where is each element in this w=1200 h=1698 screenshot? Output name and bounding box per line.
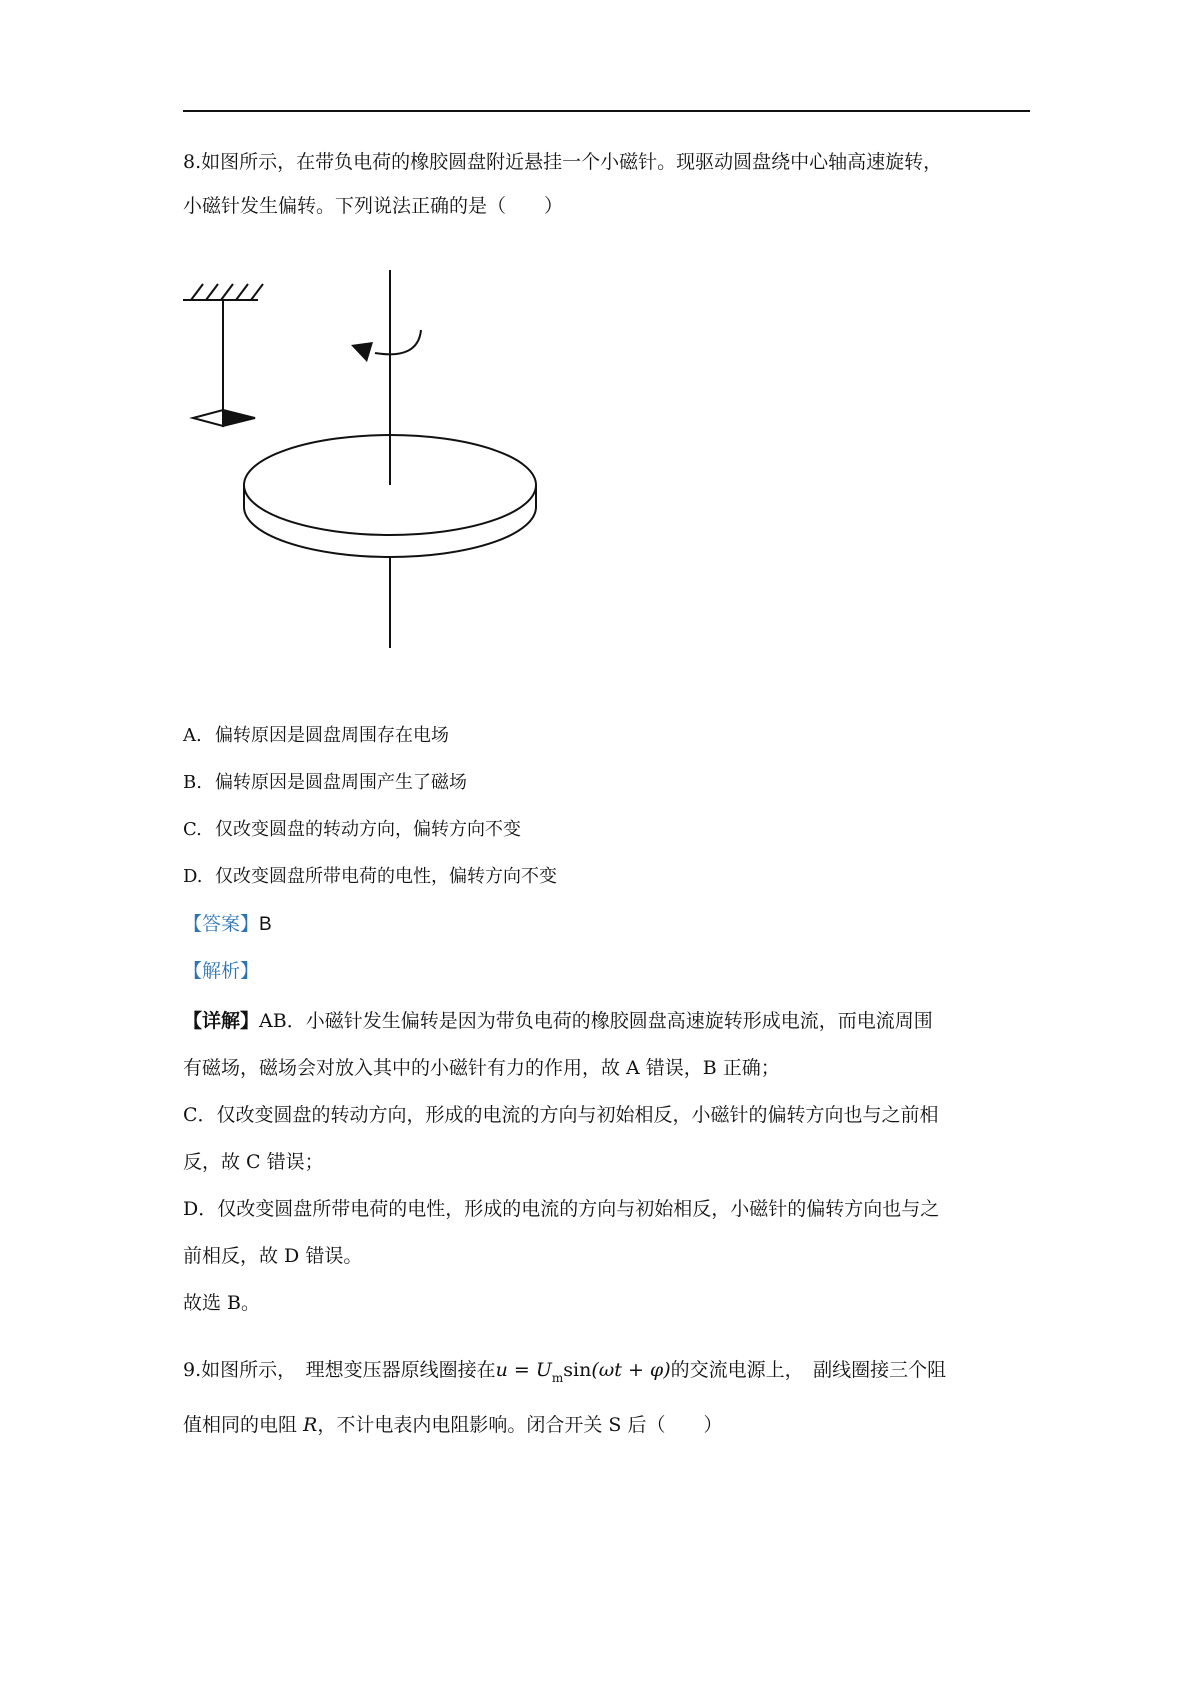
- analysis-label: 【解析】: [183, 960, 260, 982]
- detail-line-6: 前相反，故 D 错误。: [183, 1245, 363, 1267]
- formula-equals: =: [507, 1359, 536, 1381]
- option-b-letter: B.: [183, 772, 202, 793]
- detail-line-4: 反，故 C 错误；: [183, 1151, 324, 1173]
- question-9-text-a: 9.如图所示， 理想变压器原线圈接在: [183, 1359, 496, 1381]
- option-b: [183, 771, 467, 795]
- ceiling-support: [183, 284, 263, 300]
- detail-line-2: 有磁场，磁场会对放入其中的小磁针有力的作用，故 A 错误，B 正确；: [183, 1057, 780, 1079]
- option-b-text: 偏转原因是圆盘周围产生了磁场: [215, 772, 467, 793]
- rotating-disk-figure: [183, 270, 563, 670]
- detail-line-1: [183, 1009, 933, 1033]
- detail-line-3: C．仅改变圆盘的转动方向，形成的电流的方向与初始相反，小磁针的偏转方向也与之前相: [183, 1104, 939, 1126]
- option-d: [183, 865, 557, 889]
- answer-line: [183, 912, 272, 937]
- detail-text-1: AB．小磁针发生偏转是因为带负电荷的橡胶圆盘高速旋转形成电流，而电流周围: [259, 1010, 933, 1032]
- option-c-letter: C.: [183, 819, 202, 840]
- question-9-stem-line-2: [183, 1413, 722, 1437]
- rotation-arrow: [351, 330, 421, 362]
- question-9-text-b: 的交流电源上， 副线圈接三个阻: [670, 1359, 947, 1381]
- question-9-text-c: 值相同的电阻: [183, 1414, 304, 1436]
- header-rule: [183, 110, 1030, 112]
- question-8-stem-line-1: 8.如图所示，在带负电荷的橡胶圆盘附近悬挂一个小磁针。现驱动圆盘绕中心轴高速旋转，: [183, 151, 943, 173]
- answer-label: 【答案】: [183, 913, 260, 935]
- formula-argument: (ωt + φ): [591, 1359, 671, 1381]
- magnetic-needle: [193, 410, 255, 426]
- option-c-text: 仅改变圆盘的转动方向，偏转方向不变: [215, 819, 521, 840]
- formula-subscript-m: m: [551, 1371, 564, 1385]
- question-8-stem-line-2: 小磁针发生偏转。下列说法正确的是（ ）: [183, 195, 564, 217]
- option-a-letter: A.: [183, 725, 202, 746]
- option-a: [183, 724, 449, 748]
- option-d-text: 仅改变圆盘所带电荷的电性，偏转方向不变: [215, 866, 557, 887]
- conclusion-line: 故选 B。: [183, 1292, 261, 1314]
- question-9-stem-line-1: [183, 1358, 946, 1390]
- option-d-letter: D.: [183, 866, 203, 887]
- formula-sin: sin: [563, 1359, 592, 1381]
- detail-label: 【详解】: [183, 1010, 260, 1032]
- answer-value: B: [259, 914, 272, 935]
- question-9-text-d: ，不计电表内电阻影响。闭合开关 S 后（ ）: [317, 1414, 723, 1436]
- option-c: [183, 818, 521, 842]
- option-a-text: 偏转原因是圆盘周围存在电场: [215, 725, 449, 746]
- formula-u: u: [495, 1359, 508, 1381]
- detail-line-5: D．仅改变圆盘所带电荷的电性，形成的电流的方向与初始相反，小磁针的偏转方向也与之: [183, 1198, 940, 1220]
- resistor-symbol: R: [303, 1414, 318, 1436]
- formula-U: U: [535, 1359, 552, 1381]
